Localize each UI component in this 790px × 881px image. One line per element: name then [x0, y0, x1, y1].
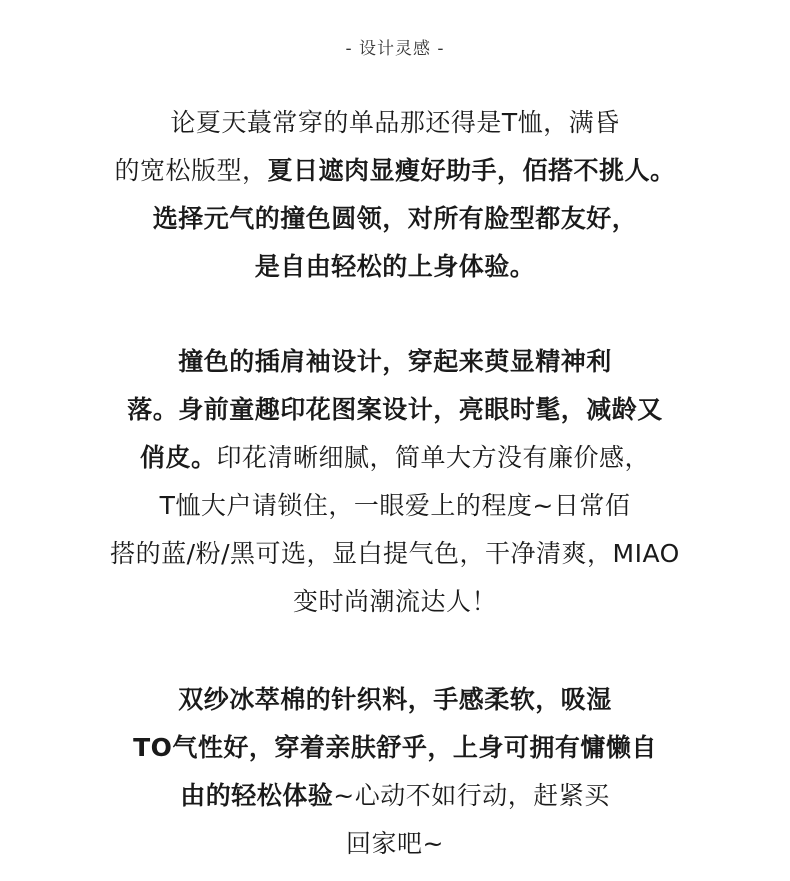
text-segment: ~心动不如行动，赶紧买 — [333, 781, 610, 810]
text-line — [0, 147, 790, 195]
text-line — [0, 820, 790, 868]
bold-text-segment: 是自由轻松的上身体验。 — [254, 252, 536, 281]
text-line — [0, 386, 790, 434]
text-segment: 的宽松版型， — [114, 156, 268, 185]
text-line — [0, 772, 790, 820]
text-line — [0, 195, 790, 243]
paragraph-3 — [0, 676, 790, 868]
section-heading: - 设计灵感 - — [345, 39, 445, 59]
text-line — [0, 530, 790, 578]
bold-text-segment: 撞色的插肩袖设计，穿起来萸显精神利 — [178, 347, 612, 376]
bold-text-segment: 俏皮。 — [139, 443, 217, 472]
bold-text-segment: TO气性好，穿着亲肤舒乎，上身可拥有慵懒自 — [133, 733, 657, 762]
bold-text-segment: 落。身前童趣印花图案设计，亮眼时髦，减龄又 — [127, 395, 663, 424]
text-line — [0, 99, 790, 147]
text-segment: 变时尚潮流达人！ — [292, 587, 497, 616]
paragraph-2 — [0, 338, 790, 626]
text-segment: 印花清晰细腻，简单大方没有廉价感， — [216, 443, 651, 472]
bold-text-segment: 由的轻松体验 — [180, 781, 334, 810]
text-segment: 论夏天蕞常穿的单品那还得是T恤，满昏 — [170, 108, 620, 137]
text-segment: T恤大户请锁住，一眼爱上的程度~日常佰 — [159, 491, 631, 520]
bold-text-segment: 双纱冰萃棉的针织料，手感柔软，吸湿 — [178, 685, 612, 714]
text-line — [0, 676, 790, 724]
bold-text-segment: 夏日遮肉显瘦好助手，佰搭不挑人。 — [267, 156, 676, 185]
bold-text-segment: 选择元气的撞色圆领，对所有脸型都友好， — [152, 204, 638, 233]
text-line — [0, 482, 790, 530]
text-line — [0, 578, 790, 626]
text-line — [0, 434, 790, 482]
text-line — [0, 724, 790, 772]
text-segment: 回家吧~ — [346, 829, 444, 858]
text-line — [0, 338, 790, 386]
text-line — [0, 243, 790, 291]
paragraph-1 — [0, 99, 790, 291]
text-segment: 搭的蓝/粉/黑可选，显白提气色，干净清爽，MIAO — [110, 539, 680, 568]
